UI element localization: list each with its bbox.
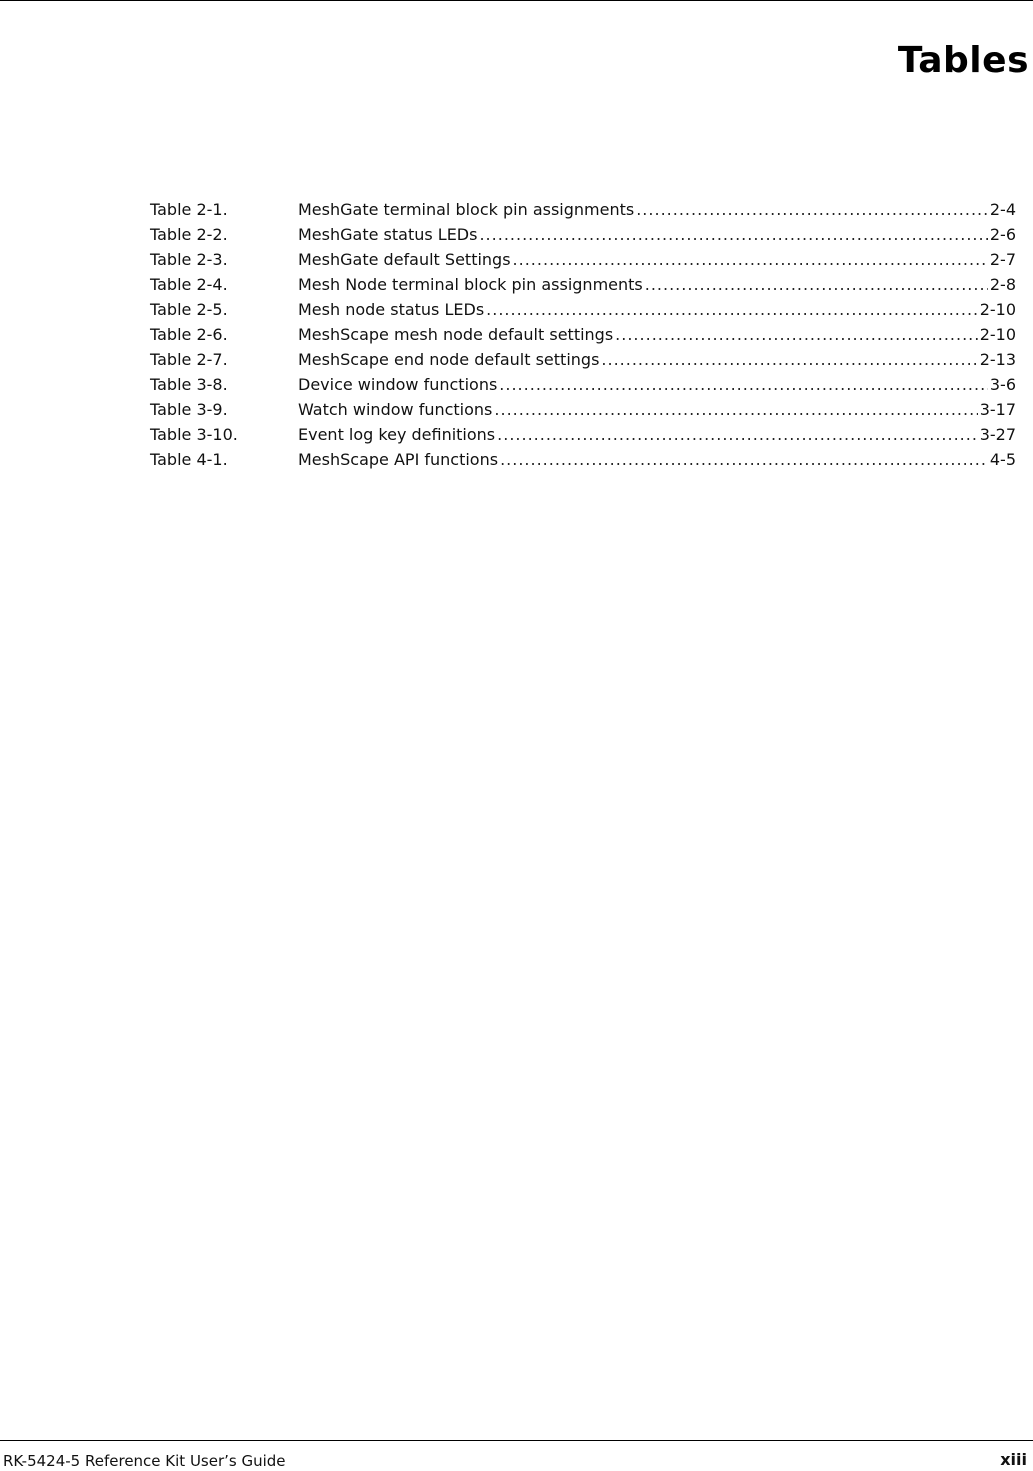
toc-entry-page: 3-27 — [979, 425, 1016, 444]
toc-entry-title: Device window functions — [298, 375, 498, 394]
toc-entry[interactable] — [150, 347, 1016, 372]
dot-leader — [497, 422, 978, 447]
toc-entry-page: 3-6 — [989, 375, 1016, 394]
toc-entry-title: Watch window functions — [298, 400, 493, 419]
toc-entry-number: Table 3-10. — [150, 425, 238, 444]
toc-entry[interactable] — [150, 447, 1016, 472]
toc-entry-title: MeshGate default Settings — [298, 250, 511, 269]
dot-leader — [615, 322, 978, 347]
toc-entry-page: 2-10 — [979, 300, 1016, 319]
dot-leader — [499, 372, 988, 397]
toc-entry-number: Table 3-8. — [150, 375, 228, 394]
toc-entry-number: Table 3-9. — [150, 400, 228, 419]
toc-entry-page: 2-6 — [989, 225, 1016, 244]
toc-entry-number: Table 2-7. — [150, 350, 228, 369]
toc-entry-page: 2-8 — [989, 275, 1016, 294]
dot-leader — [513, 247, 988, 272]
toc-entry-page: 4-5 — [989, 450, 1016, 469]
toc-entry-number: Table 2-1. — [150, 200, 228, 219]
dot-leader — [486, 297, 978, 322]
footer-document-title: RK-5424-5 Reference Kit User’s Guide — [3, 1452, 286, 1470]
dot-leader — [479, 222, 987, 247]
toc-entry-title: Mesh Node terminal block pin assignments — [298, 275, 643, 294]
toc-entry[interactable] — [150, 197, 1016, 222]
dot-leader — [601, 347, 977, 372]
toc-entry-page: 2-4 — [989, 200, 1016, 219]
toc-entry[interactable] — [150, 272, 1016, 297]
dot-leader — [645, 272, 988, 297]
toc-entry[interactable] — [150, 422, 1016, 447]
toc-entry[interactable] — [150, 222, 1016, 247]
top-rule — [0, 0, 1033, 1]
toc-entry-page: 2-10 — [979, 325, 1016, 344]
toc-entry-number: Table 2-3. — [150, 250, 228, 269]
toc-entry-number: Table 4-1. — [150, 450, 228, 469]
toc-entry[interactable] — [150, 322, 1016, 347]
toc-entry-title: MeshScape mesh node default settings — [298, 325, 614, 344]
toc-entry-number: Table 2-5. — [150, 300, 228, 319]
toc-entry-title: Mesh node status LEDs — [298, 300, 485, 319]
toc-entry-title: Event log key definitions — [298, 425, 496, 444]
toc-entry-number: Table 2-6. — [150, 325, 228, 344]
toc-entry-page: 2-13 — [979, 350, 1016, 369]
dot-leader — [500, 447, 988, 472]
toc-entry-title: MeshScape API functions — [298, 450, 499, 469]
toc-entry-title: MeshScape end node default settings — [298, 350, 600, 369]
toc-entry-number: Table 2-2. — [150, 225, 228, 244]
toc-entry-title: MeshGate status LEDs — [298, 225, 478, 244]
toc-entry[interactable] — [150, 247, 1016, 272]
dot-leader — [636, 197, 988, 222]
toc-entry-page: 3-17 — [979, 400, 1016, 419]
toc-entry[interactable] — [150, 372, 1016, 397]
page-title: Tables — [897, 40, 1029, 81]
dot-leader — [494, 397, 977, 422]
table-of-tables — [150, 197, 1016, 472]
toc-entry[interactable] — [150, 297, 1016, 322]
toc-entry[interactable] — [150, 397, 1016, 422]
toc-entry-page: 2-7 — [989, 250, 1016, 269]
footer-page-number: xiii — [1000, 1450, 1027, 1469]
toc-entry-title: MeshGate terminal block pin assignments — [298, 200, 635, 219]
toc-entry-number: Table 2-4. — [150, 275, 228, 294]
footer-rule — [0, 1440, 1033, 1441]
